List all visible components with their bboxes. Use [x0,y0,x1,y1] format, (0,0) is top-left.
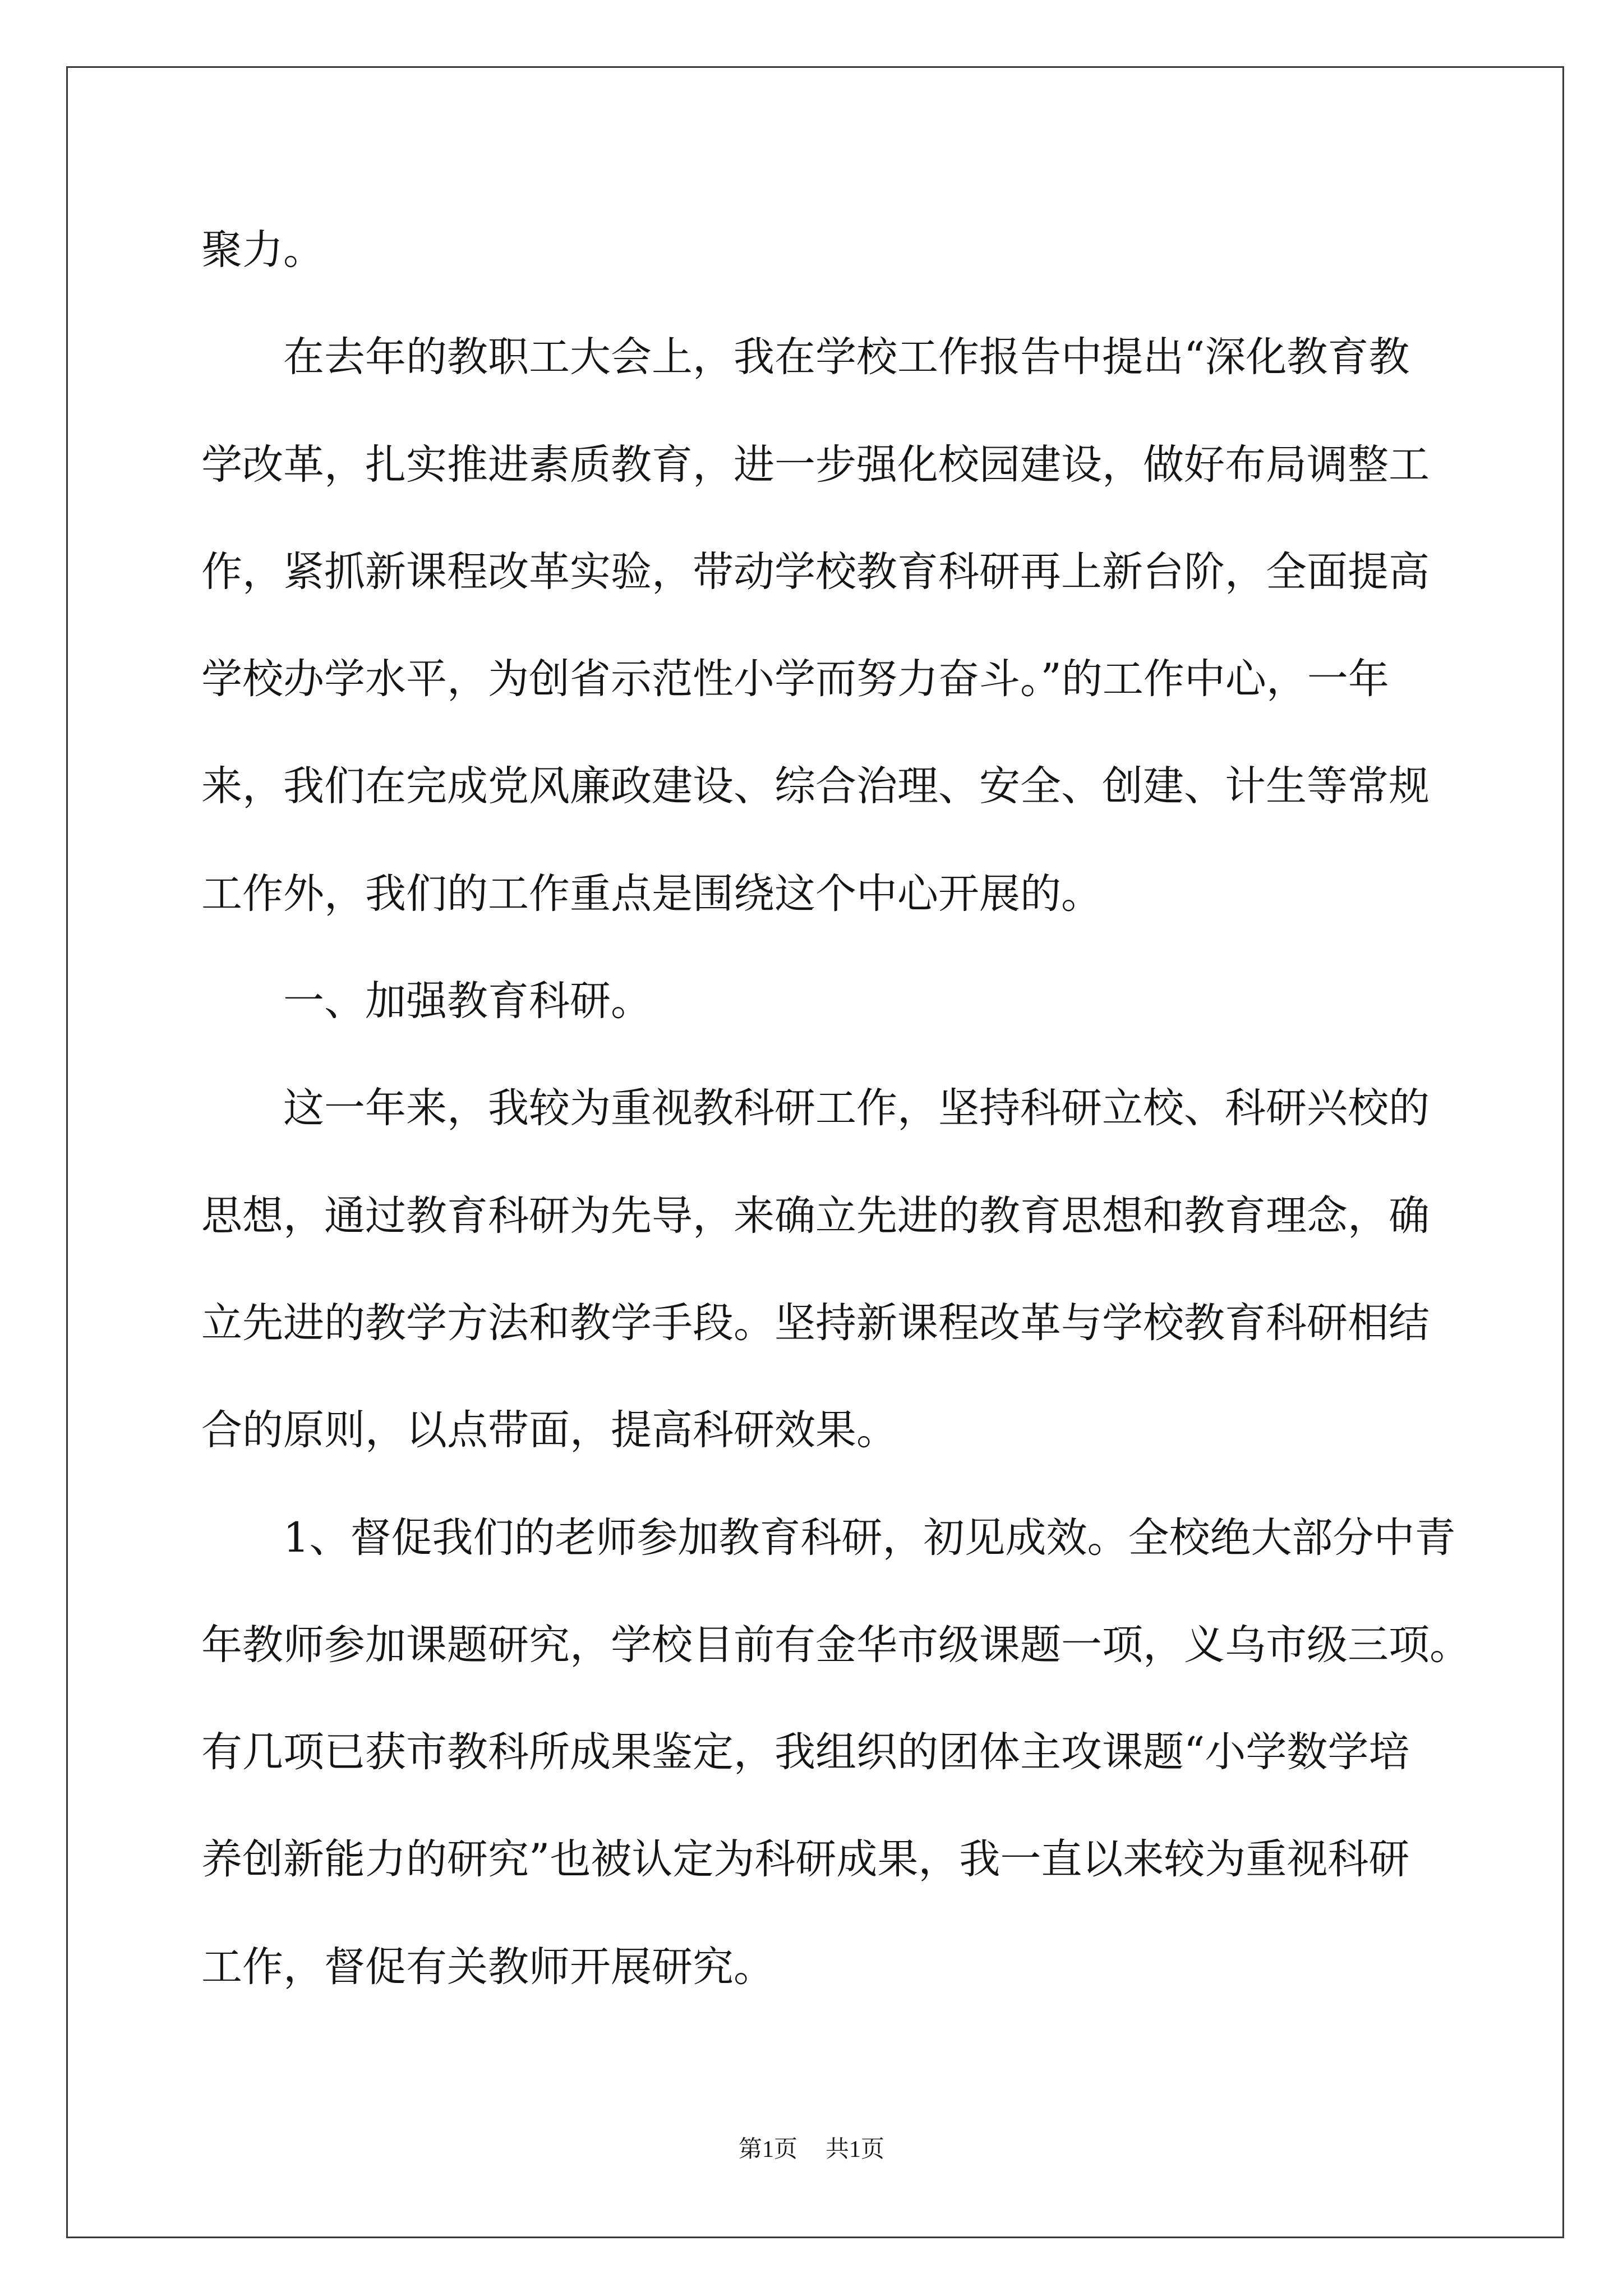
page-number: 第1页 [738,2137,797,2162]
paragraph-item-1 [201,1484,1491,2021]
paragraph-line: 学改革，扎实推进素质教育，进一步强化校园建设，做好布局调整工 [201,440,1430,489]
paragraph-line: 立先进的教学方法和教学手段。坚持新课程改革与学校教育科研相结 [201,1299,1430,1347]
paragraph-line: 年教师参加课题研究，学校目前有金华市级课题一项，义乌市级三项。 [201,1621,1470,1669]
paragraph-line: 1、督促我们的老师参加教育科研，初见成效。全校绝大部分中青 [283,1513,1456,1562]
paragraph-line: 来，我们在完成党风廉政建设、综合治理、安全、创建、计生等常规 [201,762,1430,811]
paragraph-line: 学校办学水平，为创省示范性小学而努力奋斗。”的工作中心，一年 [201,655,1389,703]
paragraph-line: 这一年来，我较为重视教科研工作，坚持科研立校、科研兴校的 [283,1084,1430,1133]
paragraph-line: 工作，督促有关教师开展研究。 [201,1943,774,1991]
paragraph-line: 思想，通过教育科研为先导，来确立先进的教育思想和教育理念，确 [201,1191,1430,1240]
page-footer [0,2134,1623,2165]
paragraph-work-center [201,303,1491,947]
paragraph-line: 有几项已获市教科所成果鉴定，我组织的团体主攻课题“小学数学培 [201,1728,1410,1777]
paragraph-line: 聚力。 [201,226,324,274]
paragraph-line: 工作外，我们的工作重点是围绕这个中心开展的。 [201,869,1102,918]
section-heading [201,947,1491,1055]
paragraph-line: 合的原则，以点带面，提高科研效果。 [201,1406,897,1455]
document-body [201,196,1491,2021]
page-total: 共1页 [826,2137,885,2162]
paragraph-research [201,1055,1491,1484]
paragraph-continuation [201,196,1491,303]
paragraph-line: 在去年的教职工大会上，我在学校工作报告中提出“深化教育教 [283,333,1410,381]
paragraph-line: 养创新能力的研究”也被认定为科研成果，我一直以来较为重视科研 [201,1835,1410,1884]
paragraph-line: 作，紧抓新课程改革实验，带动学校教育科研再上新台阶，全面提高 [201,547,1430,596]
section-heading-text: 一、加强教育科研。 [283,977,652,1025]
